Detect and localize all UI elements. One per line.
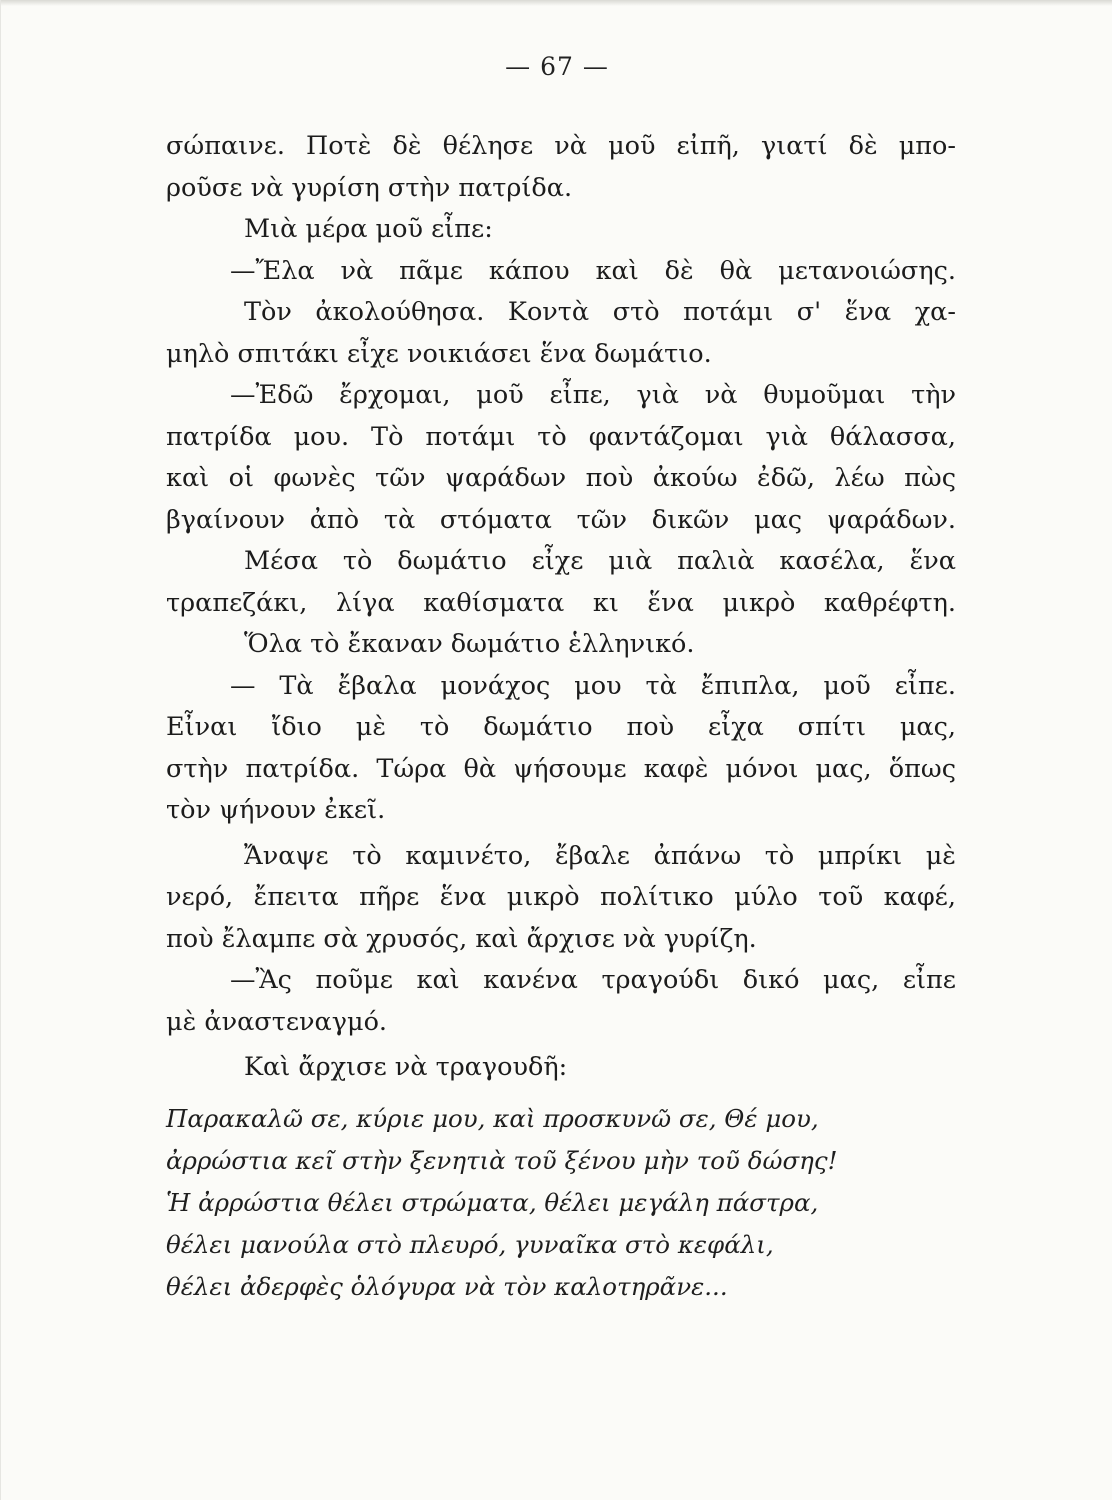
- text-line: ροῦσε νὰ γυρίση στὴν πατρίδα.: [166, 172, 573, 203]
- song-verse: θέλει ἀδερφὲς ὁλόγυρα νὰ τὸν καλοτηρᾶνε...: [166, 1272, 728, 1301]
- text-line: —Ἔλα νὰ πᾶμε κάπου καὶ δὲ θὰ μετανοιώσης.: [230, 255, 956, 286]
- text-line: τὸν ψήνουν ἐκεῖ.: [166, 795, 386, 825]
- text-line: στὴν πατρίδα. Τώρα θὰ ψήσουμε καφὲ μόνοι μας, ὅπως: [166, 753, 956, 784]
- text-line: ποὺ ἔλαμπε σὰ χρυσός, καὶ ἄρχισε νὰ γυρίζη.: [166, 923, 757, 954]
- text-line: τραπεζάκι, λίγα καθίσματα κι ἕνα μικρὸ καθρέφτη.: [166, 587, 956, 618]
- text-line: καὶ οἱ φωνὲς τῶν ψαράδων ποὺ ἀκούω ἐδῶ, λέω πὼς: [166, 463, 956, 493]
- text-line: Μιὰ μέρα μοῦ εἶπε:: [244, 214, 493, 244]
- text-line: Ὅλα τὸ ἔκαναν δωμάτιο ἑλληνικό.: [244, 629, 695, 659]
- text-line: Καὶ ἄρχισε νὰ τραγουδῆ:: [244, 1052, 568, 1082]
- text-line: Τὸν ἀκολούθησα. Κοντὰ στὸ ποτάμι σ' ἕνα χα-: [244, 297, 956, 327]
- text-line: —Ἂς ποῦμε καὶ κανένα τραγούδι δικό μας, εἶπε: [230, 965, 956, 995]
- text-line: μὲ ἀναστεναγμό.: [166, 1006, 388, 1037]
- text-line: σώπαινε. Ποτὲ δὲ θέλησε νὰ μοῦ εἰπῆ, γιατί δὲ μπο-: [166, 131, 956, 161]
- text-line: — Τὰ ἔβαλα μονάχος μου τὰ ἔπιπλα, μοῦ εἶπε.: [230, 670, 956, 701]
- song-verses: [166, 1098, 956, 1308]
- song-verse: Παρακαλῶ σε, κύριε μου, καὶ προσκυνῶ σε, Θέ μου,: [166, 1104, 819, 1133]
- song-verse: ἀρρώστια κεῖ στὴν ξενητιὰ τοῦ ξένου μὴν τοῦ δώσης!: [166, 1146, 838, 1175]
- text-line: Μέσα τὸ δωμάτιο εἶχε μιὰ παλιὰ κασέλα, ἕνα: [244, 546, 956, 576]
- body-text: [166, 126, 956, 1089]
- song-verse: θέλει μανούλα στὸ πλευρό, γυναῖκα στὸ κεφάλι,: [166, 1230, 774, 1259]
- text-line: πατρίδα μου. Τὸ ποτάμι τὸ φαντάζομαι γιὰ θάλασσα,: [166, 421, 956, 452]
- text-line: βγαίνουν ἀπὸ τὰ στόματα τῶν δικῶν μας ψαράδων.: [166, 504, 956, 535]
- page-number: — 67 —: [505, 52, 609, 81]
- text-line: Ἄναψε τὸ καμινέτο, ἔβαλε ἀπάνω τὸ μπρίκι μὲ: [244, 840, 956, 871]
- page-top-edge: [1, 0, 1112, 6]
- text-line: μηλὸ σπιτάκι εἶχε νοικιάσει ἕνα δωμάτιο.: [166, 338, 712, 369]
- text-line: —Ἐδῶ ἔρχομαι, μοῦ εἶπε, γιὰ νὰ θυμοῦμαι τὴν: [230, 380, 956, 410]
- song-verse: Ἡ ἀρρώστια θέλει στρώματα, θέλει μεγάλη πάστρα,: [166, 1188, 819, 1217]
- text-line: νερό, ἔπειτα πῆρε ἕνα μικρὸ πολίτικο μύλο τοῦ καφέ,: [166, 882, 956, 912]
- text-line: Εἶναι ἴδιο μὲ τὸ δωμάτιο ποὺ εἶχα σπίτι μας,: [166, 712, 956, 742]
